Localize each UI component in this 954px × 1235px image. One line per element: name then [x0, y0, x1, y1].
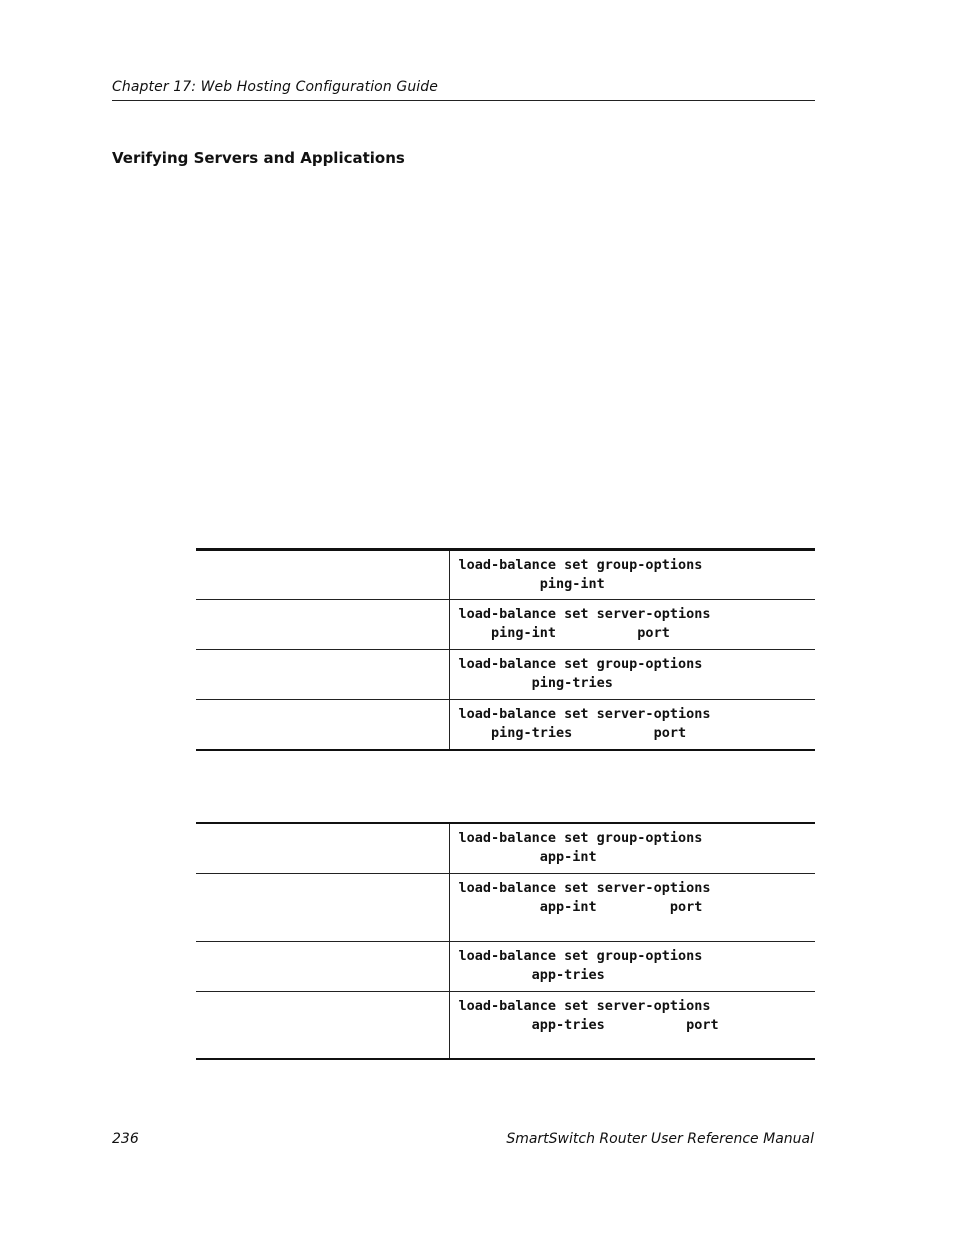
table-row: [196, 650, 815, 700]
command-cell: [449, 991, 815, 1059]
command-cell: [449, 700, 815, 750]
command-line: ping-tries: [458, 675, 613, 691]
table-row: [196, 700, 815, 750]
command-line: load-balance set server-options: [458, 879, 711, 896]
command-line: load-balance set group-options: [458, 830, 703, 846]
command-line: ping-int port: [458, 625, 670, 641]
running-header: Chapter 17: Web Hosting Configuration Guide: [112, 79, 438, 95]
command-cell: [449, 873, 815, 941]
command-cell: [449, 600, 815, 650]
table-row: [196, 991, 815, 1059]
command-line: load-balance set server-options: [458, 997, 711, 1014]
ping-commands-table: [196, 548, 815, 751]
row-label: [196, 873, 449, 941]
command-line: app-tries: [458, 966, 605, 983]
header-rule: [112, 100, 815, 101]
manual-title: SmartSwitch Router User Reference Manual: [506, 1131, 814, 1147]
command-cell: [449, 941, 815, 991]
row-label: [196, 550, 449, 600]
command-cell: [449, 823, 815, 873]
row-label: [196, 700, 449, 750]
section-title: Verifying Servers and Applications: [112, 149, 405, 167]
row-label: [196, 650, 449, 700]
page-number: 236: [112, 1131, 139, 1147]
row-label: [196, 941, 449, 991]
row-label: [196, 991, 449, 1059]
command-line: app-int port: [458, 898, 703, 915]
command-cell: [449, 650, 815, 700]
row-label: [196, 823, 449, 873]
command-line: load-balance set server-options: [458, 606, 711, 622]
row-label: [196, 600, 449, 650]
app-commands-table: [196, 822, 815, 1060]
command-cell: [449, 550, 815, 600]
command-line: load-balance set server-options: [458, 706, 711, 722]
command-line: app-tries port: [458, 1016, 719, 1033]
command-line: ping-tries port: [458, 725, 687, 741]
command-line: load-balance set group-options: [458, 947, 703, 964]
command-line: load-balance set group-options: [458, 656, 703, 672]
command-line: app-int: [458, 849, 597, 865]
table-row: [196, 873, 815, 941]
table-row: [196, 941, 815, 991]
command-line: ping-int: [458, 576, 605, 592]
command-line: load-balance set group-options: [458, 557, 703, 573]
table-row: [196, 600, 815, 650]
table-row: [196, 550, 815, 600]
table-row: [196, 823, 815, 873]
